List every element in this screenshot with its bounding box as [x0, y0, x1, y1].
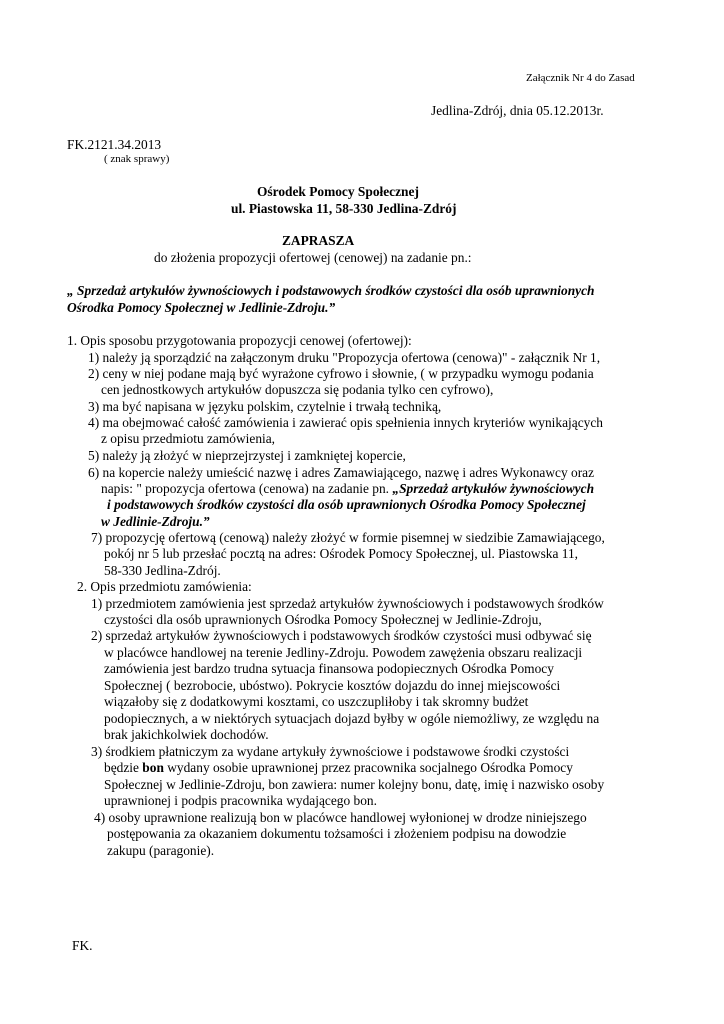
- section-2-item-2-line-3: zamówienia jest bardzo trudna sytuacja finansowa podopiecznych Ośrodka Pomocy: [104, 661, 554, 676]
- attachment-note: Załącznik Nr 4 do Zasad: [526, 72, 635, 84]
- section-1-item-2-line-2: cen jednostkowych artykułów dopuszcza się podania tylko cen cyfrowo),: [101, 382, 494, 397]
- section-2-item-3-pre: będzie: [104, 760, 143, 775]
- section-2-item-4-line-2: postępowania za okazaniem dokumentu tożsamości i złożeniem podpisu na dowodzie: [107, 826, 567, 841]
- section-1-item-6-line-1: 6) na kopercie należy umieścić nazwę i adres Zamawiającego, nazwę i adres Wykonawcy oraz: [88, 465, 595, 480]
- section-1-item-6-line-4: w Jedlinie-Zdroju.”: [101, 514, 210, 529]
- place-date: Jedlina-Zdrój, dnia 05.12.2013r.: [431, 103, 604, 118]
- section-2-item-2-line-2: w placówce handlowej na terenie Jedliny-Zdroju. Powodem zawężenia obszaru realizacji: [104, 645, 583, 660]
- section-1-item-7-line-1: 7) propozycję ofertową (cenową) należy złożyć w formie pisemnej w siedzibie Zamawiającego,: [91, 530, 605, 545]
- section-1-item-7-line-3: 58-330 Jedlina-Zdrój.: [104, 563, 221, 578]
- section-1-item-6-bold: „Sprzedaż artykułów żywnościowych: [392, 481, 595, 496]
- section-1-item-5: 5) należy ją złożyć w nieprzejrzystej i zamkniętej kopercie,: [88, 448, 406, 463]
- section-2-heading: 2. Opis przedmiotu zamówienia:: [77, 579, 252, 594]
- section-2-item-2-line-1: 2) sprzedaż artykułów żywnościowych i podstawowych środków czystości musi odbywać się: [91, 628, 592, 643]
- section-1-item-1: 1) należy ją sporządzić na załączonym druku "Propozycja ofertowa (cenowa)" - załącznik Nr 1,: [88, 350, 601, 365]
- section-1-item-6-line-3: i podstawowych środków czystości dla osób uprawnionych Ośrodka Pomocy Społecznej: [107, 497, 586, 512]
- case-number: FK.2121.34.2013: [67, 137, 162, 152]
- invite-title: ZAPRASZA: [282, 233, 355, 248]
- footer-initials: FK.: [72, 938, 93, 953]
- section-2-item-3-line-4: uprawnionej i podpis pracownika wydającego bon.: [104, 793, 377, 808]
- section-1-heading: 1. Opis sposobu przygotowania propozycji cenowej (ofertowej):: [67, 333, 412, 348]
- section-2-item-3-bold: bon: [142, 760, 164, 775]
- section-1-item-7-line-2: pokój nr 5 lub przesłać pocztą na adres: Ośrodek Pomocy Społecznej, ul. Piastowska 11,: [104, 546, 579, 561]
- section-2-item-2-line-5: wiązałoby się z dodatkowymi kosztami, co uszczupliłoby i tak skromny budżet: [104, 694, 529, 709]
- section-2-item-2-line-4: Społecznej ( bezrobocie, ubóstwo). Pokrycie kosztów dojazdu do innej miejscowości: [104, 678, 561, 693]
- section-2-item-3-line-3: Społecznej w Jedlinie-Zdroju, bon zawiera: numer kolejny bonu, datę, imię i nazwisko osoby: [104, 777, 605, 792]
- invite-subtitle: do złożenia propozycji ofertowej (cenowej) na zadanie pn.:: [154, 250, 472, 265]
- section-2-item-3-post: wydany osobie uprawnionej przez pracownika socjalnego Ośrodka Pomocy: [163, 760, 573, 775]
- section-2-item-3-line-1: 3) środkiem płatniczym za wydane artykuły żywnościowe i podstawowe środki czystości: [91, 744, 570, 759]
- section-1-item-4-line-2: z opisu przedmiotu zamówienia,: [101, 431, 276, 446]
- section-2-item-4-line-1: 4) osoby uprawnione realizują bon w placówce handlowej wyłonionej w drodze niniejszego: [94, 810, 587, 825]
- task-title-line-1: „ Sprzedaż artykułów żywnościowych i podstawowych środków czystości dla osób uprawnionych: [67, 283, 595, 298]
- institution-address: ul. Piastowska 11, 58-330 Jedlina-Zdrój: [231, 201, 457, 216]
- section-2-item-4-line-3: zakupu (paragonie).: [107, 843, 215, 858]
- task-title-line-2: Ośrodka Pomocy Społecznej w Jedlinie-Zdroju.”: [67, 300, 336, 315]
- section-2-item-1-line-2: czystości dla osób uprawnionych Ośrodka Pomocy Społecznej w Jedlinie-Zdroju,: [104, 612, 542, 627]
- section-2-item-3-line-2: [104, 760, 573, 776]
- section-1-item-2-line-1: 2) ceny w niej podane mają być wyrażone cyfrowo i słownie, ( w przypadku wymogu podania: [88, 366, 594, 381]
- section-2-item-1-line-1: 1) przedmiotem zamówienia jest sprzedaż artykułów żywnościowych i podstawowych środków: [91, 596, 604, 611]
- section-2-item-2-line-7: brak jakichkolwiek dochodów.: [104, 727, 269, 742]
- institution-name: Ośrodek Pomocy Społecznej: [257, 184, 419, 199]
- section-1-item-6-line-2: [101, 481, 594, 497]
- section-1-item-3: 3) ma być napisana w języku polskim, czytelnie i trwałą techniką,: [88, 399, 442, 414]
- section-2-item-2-line-6: podopiecznych, a w niektórych sytuacjach dojazd byłby w ogóle niemożliwy, ze względu na: [104, 711, 600, 726]
- section-1-item-4-line-1: 4) ma obejmować całość zamówienia i zawierać opis spełnienia innych kryteriów wynikających: [88, 415, 603, 430]
- section-1-item-6-plain: napis: " propozycja ofertowa (cenowa) na zadanie pn.: [101, 481, 393, 496]
- case-label: ( znak sprawy): [104, 153, 170, 165]
